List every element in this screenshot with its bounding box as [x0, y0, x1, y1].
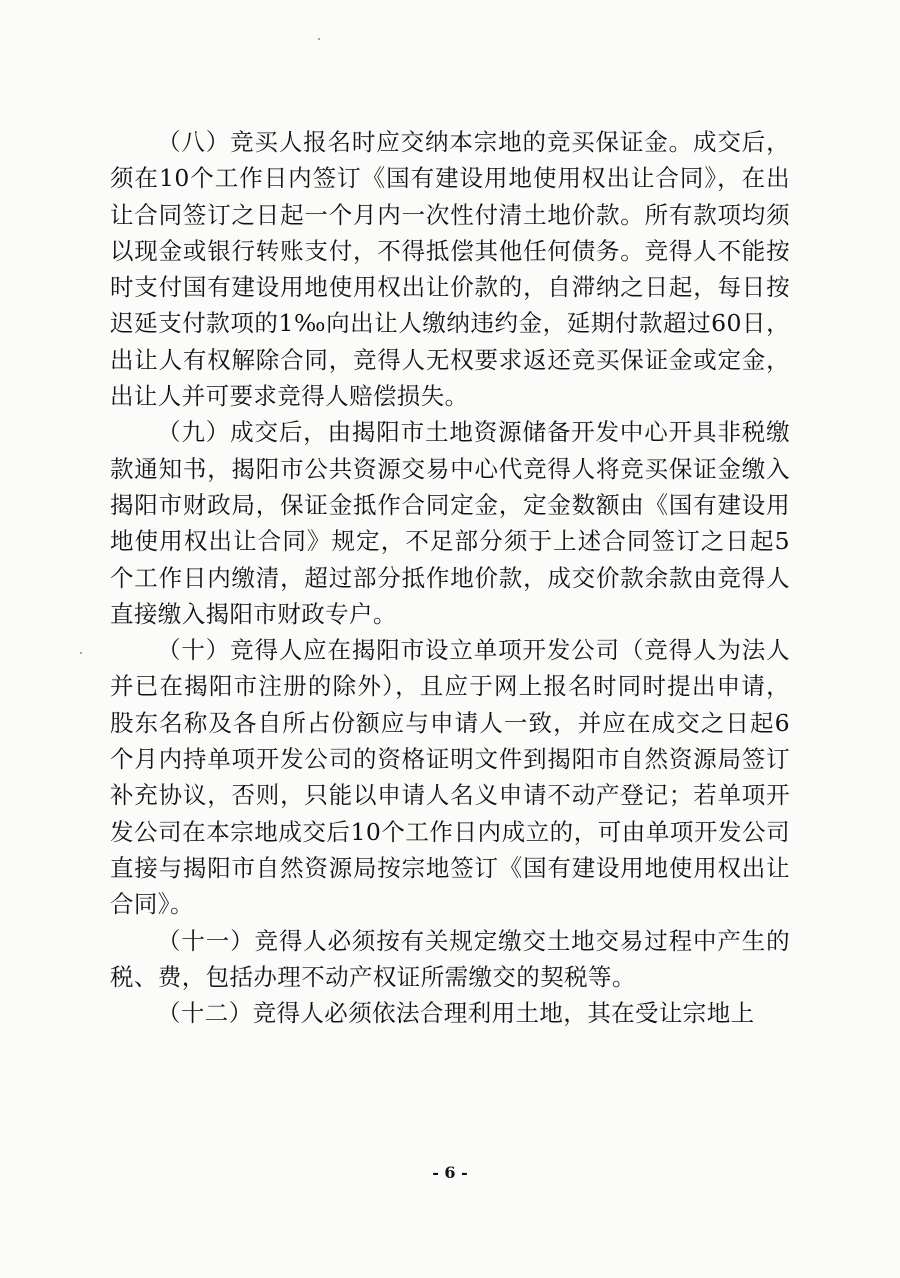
paragraph-9: （九）成交后，由揭阳市土地资源储备开发中心开具非税缴款通知书，揭阳市公共资源交易中心代竞得人将竞买保证金缴入揭阳市财政局，保证金抵作合同定金，定金数额由《国有建设用地使用权出让合同》规定，不足部分须于上述合同签订之日起5个工作日内缴清，超过部分抵作地价款，成交价款余款由竞得人直接缴入揭阳市财政专户。 [110, 418, 790, 628]
paragraph-8: （八）竞买人报名时应交纳本宗地的竞买保证金。成交后，须在10个工作日内签订《国有建设用地使用权出让合同》，在出让合同签订之日起一个月内一次性付清土地价款。所有款项均须以现金或银行转账支付，不得抵偿其他任何债务。竞得人不能按时支付国有建设用地使用权出让价款的，自滞纳之日起，每日按迟延支付款项的1‰向出让人缴纳违约金，延期付款超过60日，出让人有权解除合同，竞得人无权要求返还竞买保证金或定金，出让人并可要求竞得人赔偿损失。 [110, 128, 790, 411]
scan-speck [318, 38, 320, 40]
paragraph-12: （十二）竞得人必须依法合理利用土地，其在受让宗地上 [157, 999, 755, 1028]
paragraph-11: （十一）竞得人必须按有关规定缴交土地交易过程中产生的税、费，包括办理不动产权证所需缴交的契税等。 [110, 926, 790, 991]
paragraph-10: （十）竞得人应在揭阳市设立单项开发公司（竞得人为法人并已在揭阳市注册的除外），且应于网上报名时同时提出申请，股东名称及各自所占份额应与申请人一致，并应在成交之日起6个月内持单项开发公司的资格证明文件到揭阳市自然资源局签订补充协议，否则，只能以申请人名义申请不动产登记；若单项开发公司在本宗地成交后10个工作日内成立的，可由单项开发公司直接与揭阳市自然资源局按宗地签订《国有建设用地使用权出让合同》。 [110, 636, 790, 919]
page-number: - 6 - [432, 1163, 468, 1182]
scan-speck [80, 652, 82, 654]
document-body [110, 124, 790, 1031]
